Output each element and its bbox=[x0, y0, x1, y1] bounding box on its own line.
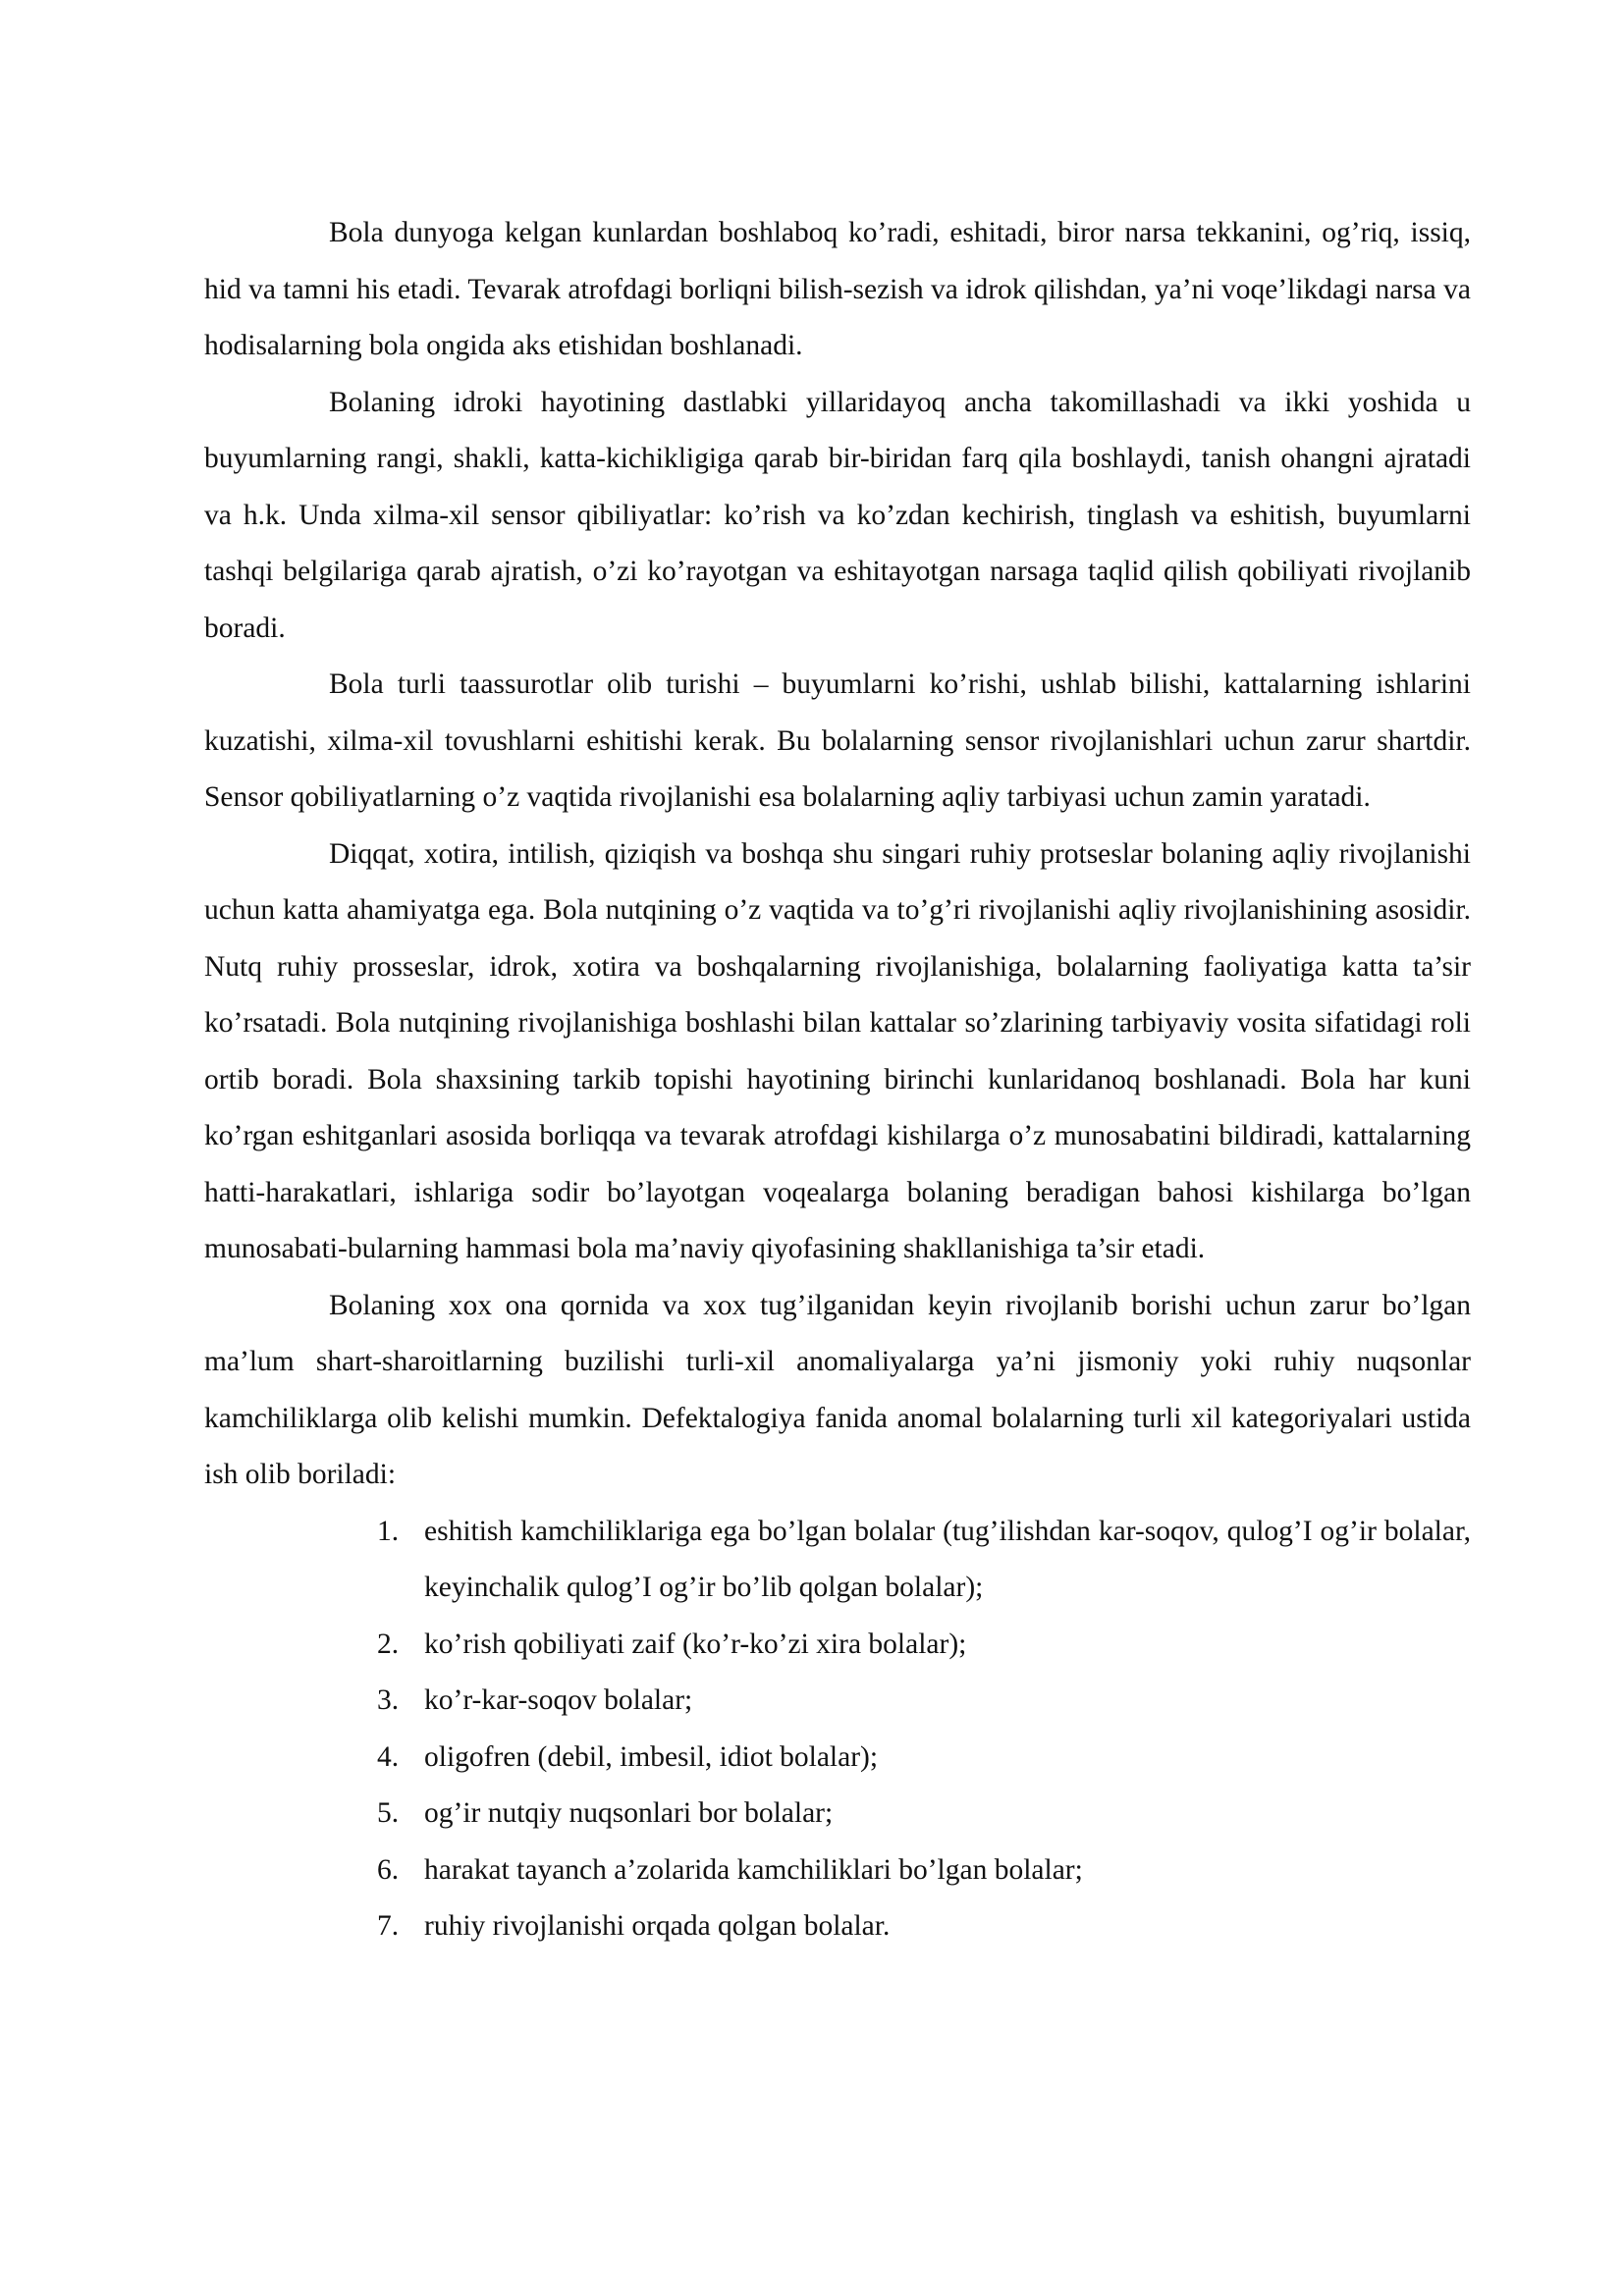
list-item-text: harakat tayanch a’zolarida kamchiliklari bo’lgan bolalar; bbox=[424, 1853, 1083, 1886]
anomaly-categories-list bbox=[204, 1504, 1471, 1955]
list-item-text: ko’r-kar-soqov bolalar; bbox=[424, 1684, 693, 1716]
list-item-number: 7. bbox=[377, 1910, 400, 1942]
paragraph-1: Bola dunyoga kelgan kunlardan boshlaboq ko’radi, eshitadi, biror narsa tekkanini, og’riq, issiq, hid va tamni his etadi. Tevarak atrofdagi borliqni bilish-sezish va idrok qilishdan, ya’ni voqe’likdagi narsa va hodisalarning bola ongida aks etishidan boshlanadi. bbox=[204, 217, 1471, 361]
list-item bbox=[204, 1842, 1471, 1899]
list-item bbox=[204, 1786, 1471, 1842]
list-item bbox=[204, 1504, 1471, 1617]
list-item-number: 5. bbox=[377, 1797, 400, 1829]
list-item-number: 6. bbox=[377, 1853, 400, 1886]
list-item-number: 3. bbox=[377, 1684, 400, 1716]
paragraph-3: Bola turli taassurotlar olib turishi – buyumlarni ko’rishi, ushlab bilishi, kattalarning ishlarini kuzatishi, xilma-xil tovushlarni eshitishi kerak. Bu bolalarning sensor rivojlanishlari uchun zarur shartdir. Sensor qobiliyatlarning o’z vaqtida rivojlanishi esa bolalarning aqliy tarbiyasi uchun zamin yaratadi. bbox=[204, 668, 1471, 813]
list-item bbox=[204, 1730, 1471, 1787]
list-item-number: 4. bbox=[377, 1740, 400, 1773]
list-item-text: ko’rish qobiliyati zaif (ko’r-ko’zi xira bolalar); bbox=[424, 1628, 967, 1660]
list-item bbox=[204, 1617, 1471, 1674]
document-page bbox=[204, 205, 1471, 1955]
paragraph-5: Bolaning xox ona qornida va xox tug’ilganidan keyin rivojlanib borishi uchun zarur bo’lgan ma’lum shart-sharoitlarning buzilishi turli-xil anomaliyalarga ya’ni jismoniy yoki ruhiy nuqsonlar kamchiliklarga olib kelishi mumkin. Defektalogiya fanida anomal bolalarning turli xil kategoriyalari ustida ish olib boriladi: bbox=[204, 1289, 1471, 1490]
list-item-text: ruhiy rivojlanishi orqada qolgan bolalar. bbox=[424, 1910, 891, 1942]
list-item-text: eshitish kamchiliklariga ega bo’lgan bolalar (tug’ilishdan kar-soqov, qulog’I og’ir bolalar, keyinchalik qulog’I og’ir bo’lib qolgan bolalar); bbox=[424, 1515, 1471, 1603]
list-item bbox=[204, 1673, 1471, 1730]
list-item bbox=[204, 1898, 1471, 1955]
list-item-text: og’ir nutqiy nuqsonlari bor bolalar; bbox=[424, 1797, 834, 1829]
list-item-number: 1. bbox=[377, 1515, 400, 1547]
paragraph-2: Bolaning idroki hayotining dastlabki yillaridayoq ancha takomillashadi va ikki yoshida u buyumlarning rangi, shakli, katta-kichikligiga qarab bir-biridan farq qila boshlaydi, tanish ohangni ajratadi va h.k. Unda xilma-xil sensor qibiliyatlar: ko’rish va ko’zdan kechirish, tinglash va eshitish, buyumlarni tashqi belgilariga qarab ajratish, o’zi ko’rayotgan va eshitayotgan narsaga taqlid qilish qobiliyati rivojlanib boradi. bbox=[204, 386, 1471, 644]
list-item-number: 2. bbox=[377, 1628, 400, 1660]
paragraph-4: Diqqat, xotira, intilish, qiziqish va boshqa shu singari ruhiy protseslar bolaning aqliy rivojlanishi uchun katta ahamiyatga ega. Bola nutqining o’z vaqtida va to’g’ri rivojlanishi aqliy rivojlanishining asosidir. Nutq ruhiy prosseslar, idrok, xotira va boshqalarning rivojlanishiga, bolalarning faoliyatiga katta ta’sir ko’rsatadi. Bola nutqining rivojlanishiga boshlashi bilan kattalar so’zlarining tarbiyaviy vosita sifatidagi roli ortib boradi. Bola shaxsining tarkib topishi hayotining birinchi kunlaridanoq boshlanadi. Bola har kuni ko’rgan eshitganlari asosida borliqqa va tevarak atrofdagi kishilarga o’z munosabatini bildiradi, kattalarning hatti-harakatlari, ishlariga sodir bo’layotgan voqealarga bolaning beradigan bahosi kishilarga bo’lgan munosabati-bularning hammasi bola ma’naviy qiyofasining shakllanishiga ta’sir etadi. bbox=[204, 837, 1471, 1264]
list-item-text: oligofren (debil, imbesil, idiot bolalar); bbox=[424, 1740, 879, 1773]
